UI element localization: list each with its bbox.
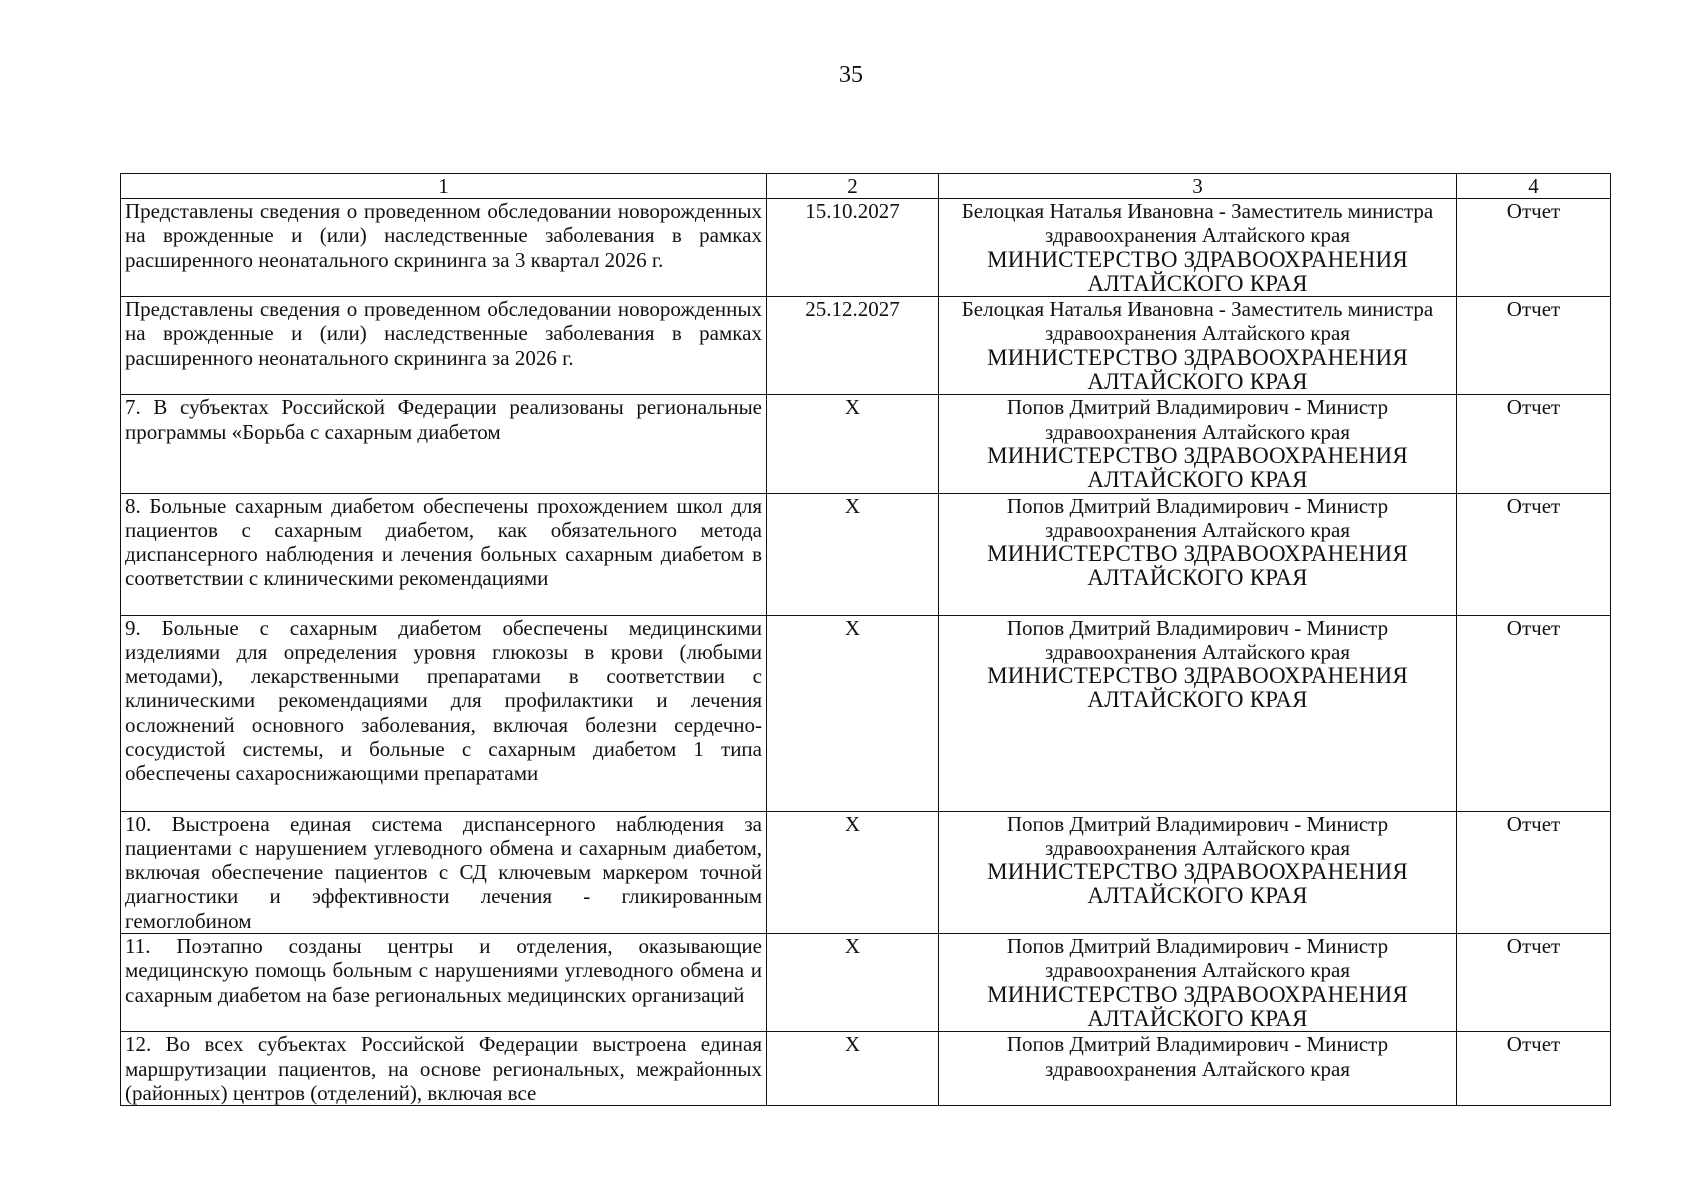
document-type-cell: Отчет xyxy=(1457,615,1611,811)
not-applicable-mark: X xyxy=(844,493,861,518)
date-cell: 15.10.2027 xyxy=(767,199,939,297)
column-header: 4 xyxy=(1457,174,1611,199)
column-header: 2 xyxy=(767,174,939,199)
table-row xyxy=(121,493,1611,615)
responsible-organization: МИНИСТЕРСТВО ЗДРАВООХРАНЕНИЯ АЛТАЙСКОГО КРАЯ xyxy=(987,859,1408,909)
table-row xyxy=(121,934,1611,1032)
responsible-cell xyxy=(939,395,1457,493)
table-header-row xyxy=(121,174,1611,199)
document-type-cell: Отчет xyxy=(1457,1032,1611,1106)
date-cell xyxy=(767,1032,939,1106)
responsible-organization: МИНИСТЕРСТВО ЗДРАВООХРАНЕНИЯ АЛТАЙСКОГО КРАЯ xyxy=(987,541,1408,591)
responsible-cell xyxy=(939,297,1457,395)
responsible-person: Попов Дмитрий Владимирович - Министр здравоохранения Алтайского края xyxy=(1006,934,1389,983)
table-row xyxy=(121,615,1611,811)
document-type-cell: Отчет xyxy=(1457,493,1611,615)
table-row xyxy=(121,297,1611,395)
result-cell: 7. В субъектах Российской Федерации реализованы региональные программы «Борьба с сахарным диабетом xyxy=(121,395,767,493)
responsible-cell xyxy=(939,493,1457,615)
responsible-person: Попов Дмитрий Владимирович - Министр здравоохранения Алтайского края xyxy=(1006,493,1389,542)
responsible-cell xyxy=(939,615,1457,811)
table-row xyxy=(121,811,1611,933)
date-cell xyxy=(767,493,939,615)
table-row xyxy=(121,199,1611,297)
not-applicable-mark: X xyxy=(844,1032,861,1057)
responsible-cell xyxy=(939,811,1457,933)
result-cell: 9. Больные с сахарным диабетом обеспечены медицинскими изделиями для определения уровня глюкозы в крови (любыми методами), лекарственными препаратами в соответствии с клиническими рекомендациями для профилактики и лечения осложнений основного заболевания, включая болезни сердечно-сосудистой системы, и больные с сахарным диабетом 1 типа обеспечены сахароснижающими препаратами xyxy=(121,615,767,811)
responsible-person: Белоцкая Наталья Ивановна - Заместитель министра здравоохранения Алтайского края xyxy=(961,297,1434,346)
responsible-cell xyxy=(939,199,1457,297)
responsible-cell xyxy=(939,934,1457,1032)
responsible-person: Белоцкая Наталья Ивановна - Заместитель министра здравоохранения Алтайского края xyxy=(961,199,1434,248)
not-applicable-mark: X xyxy=(844,615,861,640)
table-row xyxy=(121,395,1611,493)
document-type-cell: Отчет xyxy=(1457,395,1611,493)
table-row xyxy=(121,1032,1611,1106)
result-cell: 8. Больные сахарным диабетом обеспечены прохождением школ для пациентов с сахарным диабетом, как обязательного метода диспансерного наблюдения и лечения больных сахарным диабетом в соответствии с клиническими рекомендациями xyxy=(121,493,767,615)
document-type-cell: Отчет xyxy=(1457,199,1611,297)
result-cell: 10. Выстроена единая система диспансерного наблюдения за пациентами с нарушением углеводного обмена и сахарным диабетом, включая обеспечение пациентов с СД ключевым маркером точной диагностики и эффективности лечения - гликированным гемоглобином xyxy=(121,811,767,933)
not-applicable-mark: X xyxy=(844,811,861,836)
responsible-person: Попов Дмитрий Владимирович - Министр здравоохранения Алтайского края xyxy=(1006,1032,1389,1081)
document-type-cell: Отчет xyxy=(1457,297,1611,395)
control-points-table xyxy=(120,173,1611,1106)
responsible-organization: МИНИСТЕРСТВО ЗДРАВООХРАНЕНИЯ АЛТАЙСКОГО КРАЯ xyxy=(987,981,1408,1031)
responsible-cell xyxy=(939,1032,1457,1106)
column-header: 3 xyxy=(939,174,1457,199)
date-cell: 25.12.2027 xyxy=(767,297,939,395)
responsible-person: Попов Дмитрий Владимирович - Министр здравоохранения Алтайского края xyxy=(1006,811,1389,860)
date-cell xyxy=(767,615,939,811)
result-cell: 11. Поэтапно созданы центры и отделения, оказывающие медицинскую помощь больным с нарушениями углеводного обмена и сахарным диабетом на базе региональных медицинских организаций xyxy=(121,934,767,1032)
date-cell xyxy=(767,934,939,1032)
responsible-organization: МИНИСТЕРСТВО ЗДРАВООХРАНЕНИЯ АЛТАЙСКОГО КРАЯ xyxy=(987,663,1408,713)
responsible-organization: МИНИСТЕРСТВО ЗДРАВООХРАНЕНИЯ АЛТАЙСКОГО КРАЯ xyxy=(987,344,1408,395)
date-cell xyxy=(767,811,939,933)
document-type-cell: Отчет xyxy=(1457,811,1611,933)
page-number: 35 xyxy=(839,62,863,88)
result-cell: 12. Во всех субъектах Российской Федерации выстроена единая маршрутизации пациентов, на основе региональных, межрайонных (районных) центров (отделений), включая все xyxy=(121,1032,767,1106)
responsible-organization: МИНИСТЕРСТВО ЗДРАВООХРАНЕНИЯ АЛТАЙСКОГО КРАЯ xyxy=(987,246,1408,296)
not-applicable-mark: X xyxy=(844,395,861,420)
responsible-person: Попов Дмитрий Владимирович - Министр здравоохранения Алтайского края xyxy=(1006,395,1389,444)
not-applicable-mark: X xyxy=(844,934,861,959)
responsible-person: Попов Дмитрий Владимирович - Министр здравоохранения Алтайского края xyxy=(1006,615,1389,664)
responsible-organization: МИНИСТЕРСТВО ЗДРАВООХРАНЕНИЯ АЛТАЙСКОГО КРАЯ xyxy=(987,442,1408,493)
result-cell: Представлены сведения о проведенном обследовании новорожденных на врожденные и (или) наследственные заболевания в рамках расширенного неонатального скрининга за 3 квартал 2026 г. xyxy=(121,199,767,297)
document-type-cell: Отчет xyxy=(1457,934,1611,1032)
date-cell xyxy=(767,395,939,493)
result-cell: Представлены сведения о проведенном обследовании новорожденных на врожденные и (или) наследственные заболевания в рамках расширенного неонатального скрининга за 2026 г. xyxy=(121,297,767,395)
column-header: 1 xyxy=(121,174,767,199)
